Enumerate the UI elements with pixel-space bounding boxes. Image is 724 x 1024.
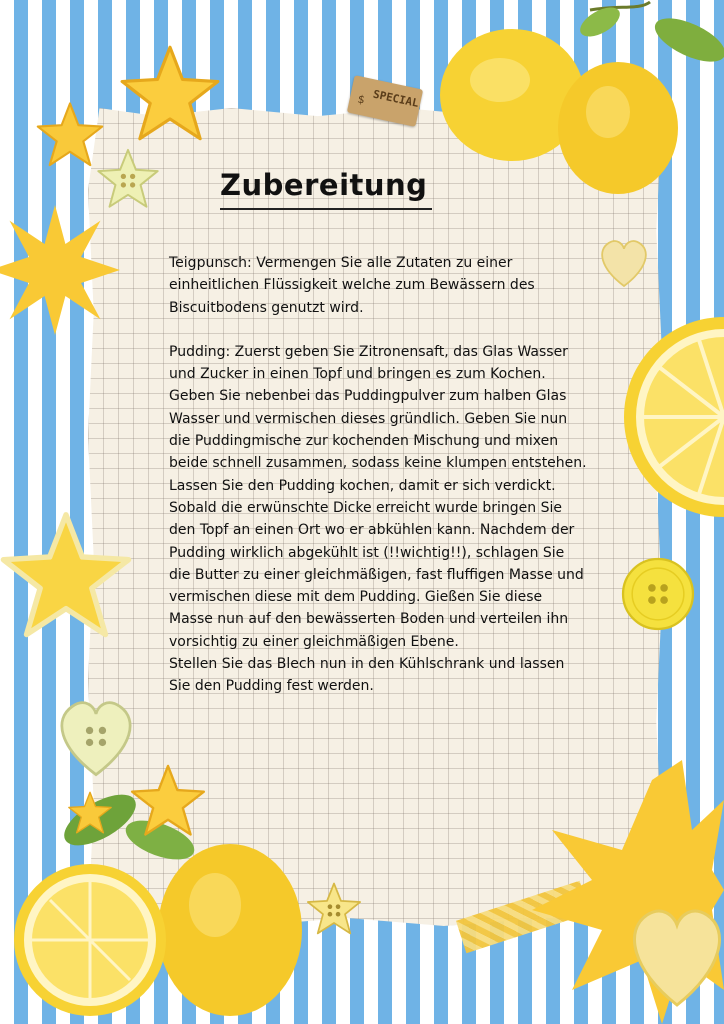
- dollar-icon: $: [356, 92, 367, 107]
- sunburst-heart-bottom-right: [532, 760, 724, 1024]
- title-underline: [220, 208, 432, 210]
- star-outline-decoration-left: [0, 508, 136, 644]
- tag-label: SPECIAL: [371, 87, 420, 110]
- star-decoration-bottom-left-large: [128, 762, 208, 840]
- instruction-paragraph-teigpunsch: Teigpunsch: Vermengen Sie alle Zutaten zu einer einheitlichen Flüssigkeit welche zum Bewässern des Biscuitbodens genutzt wird.: [169, 255, 535, 316]
- paragraph-spacer: [169, 319, 589, 341]
- lemon-with-leaves-top-right: [440, 0, 724, 200]
- instruction-paragraph-pudding: Pudding: Zuerst geben Sie Zitronensaft, das Glas Wasser und Zucker in einen Topf und bringen es zum Kochen. Geben Sie nebenbei das Puddingpulver zum halben Glas Wasser und vermischen dieses gründlich. Geben Sie nun die Puddingmische zur kochenden Mischung und mixen beide schnell zusammen, sodass keine klumpen entstehen.: [169, 343, 587, 472]
- star-decoration-top-left-large: [118, 42, 222, 146]
- round-button-icon: [620, 556, 696, 632]
- heart-decoration-small: [592, 232, 656, 292]
- star-button-bottom-icon: [304, 880, 364, 938]
- sunburst-decoration-left: [0, 200, 120, 340]
- instruction-paragraph-cooking: Lassen Sie den Pudding kochen, damit er sich verdickt. Sobald die erwünschte Dicke erreicht wurde bringen Sie den Topf an einen Ort wo er abkühlen kann. Nachdem der Pudding wirklich abgekühlt ist (!!wichtig!!), schlagen Sie die Butter zu einer gleichmäßigen, fast fluffigen Masse und vermischen diese mit dem Pudding. Gießen Sie diese Masse nun auf den bewässerten Boden und verteilen ihn vorsichtig zu einer gleichmäßigen Ebene.: [169, 477, 584, 650]
- lemon-slice-right: [614, 312, 724, 522]
- page-title: Zubereitung: [220, 168, 428, 202]
- star-decoration-bottom-left-small: [66, 790, 114, 836]
- instruction-paragraph-fridge: Stellen Sie das Blech nun in den Kühlschrank und lassen Sie den Pudding fest werden.: [169, 656, 565, 695]
- recipe-instructions: [169, 252, 589, 698]
